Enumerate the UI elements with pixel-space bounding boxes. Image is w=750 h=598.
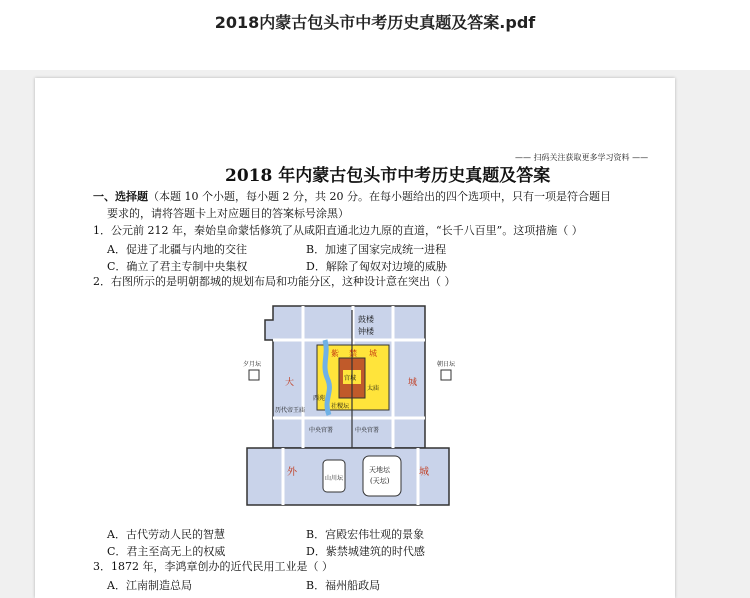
q1-option-b: B．加速了国家完成统一进程	[306, 243, 447, 256]
label-zi: 紫	[331, 349, 339, 358]
file-title: 2018内蒙古包头市中考历史真题及答案.pdf	[214, 13, 536, 32]
label-zhongyang-2: 中央官署	[355, 427, 380, 434]
q2-stem: 2．右图所示的是明朝都城的规划布局和功能分区，这种设计意在突出（ ）	[93, 275, 456, 288]
label-cheng-inner: 城	[408, 378, 418, 388]
pdf-page[interactable]	[35, 78, 675, 598]
label-da: 大	[285, 378, 295, 388]
ming-capital-map	[243, 300, 463, 520]
section-1-heading: 一、选择题	[93, 190, 148, 203]
section-1-intro-line1: （本题 10 个小题，每小题 2 分，共 20 分。在每小题给出的四个选项中，只有一项是符合题目	[148, 190, 611, 203]
q1-option-d: D．解除了匈奴对边境的威胁	[306, 260, 447, 273]
document-title: 2018 年内蒙古包头市中考历史真题及答案	[225, 166, 551, 186]
watermark-text: —— 扫码关注获取更多学习资料 ——	[515, 153, 649, 162]
label-zhonglou: 钟楼	[358, 327, 374, 336]
q1-option-c: C．确立了君主专制中央集权	[107, 260, 248, 273]
label-tiandi: 天地坛	[369, 466, 390, 474]
q2-option-a: A．古代劳动人民的智慧	[107, 528, 225, 541]
label-zhongyang-1: 中央官署	[309, 427, 334, 434]
label-sheji: 社稷坛	[331, 403, 350, 410]
q2-option-c: C．君主至高无上的权威	[107, 545, 226, 558]
label-shanchuan: 山川坛	[325, 475, 344, 482]
page-content	[93, 78, 683, 598]
label-xiyue: 夕月坛	[243, 361, 262, 368]
q2-option-d: D．紫禁城建筑的时代感	[306, 545, 425, 558]
label-jin: 禁	[349, 349, 357, 358]
viewer-toolbar	[0, 0, 750, 70]
q3-option-b: B．福州船政局	[306, 579, 381, 592]
label-xiyuan: 西苑	[313, 395, 326, 402]
label-cheng-imperial: 城	[369, 349, 377, 358]
label-tiantan: (天坛)	[370, 477, 390, 485]
section-1-intro-line2: 要求的，请将答题卡上对应题目的答案标号涂黑）	[107, 207, 349, 220]
q2-option-b: B．宫殿宏伟壮观的景象	[306, 528, 425, 541]
q1-option-a: A．促进了北疆与内地的交往	[107, 243, 247, 256]
label-taimiao: 太庙	[367, 385, 380, 392]
label-gulou: 鼓楼	[358, 315, 374, 324]
label-lidai: 历代帝王庙	[275, 407, 306, 414]
label-wai: 外	[287, 467, 297, 478]
q3-option-a: A．江南制造总局	[107, 579, 192, 592]
section-1-intro	[93, 190, 611, 204]
label-gongcheng: 宫城	[344, 375, 357, 382]
label-cheng-outer: 城	[419, 467, 429, 478]
q3-stem: 3．1872 年，李鸿章创办的近代民用工业是（ ）	[93, 560, 333, 573]
label-chaori: 朝日坛	[437, 361, 456, 368]
q1-stem: 1．公元前 212 年，秦始皇命蒙恬修筑了从咸阳直通北边九原的直道，“长千八百里”。这项措施（ ）	[93, 224, 583, 237]
